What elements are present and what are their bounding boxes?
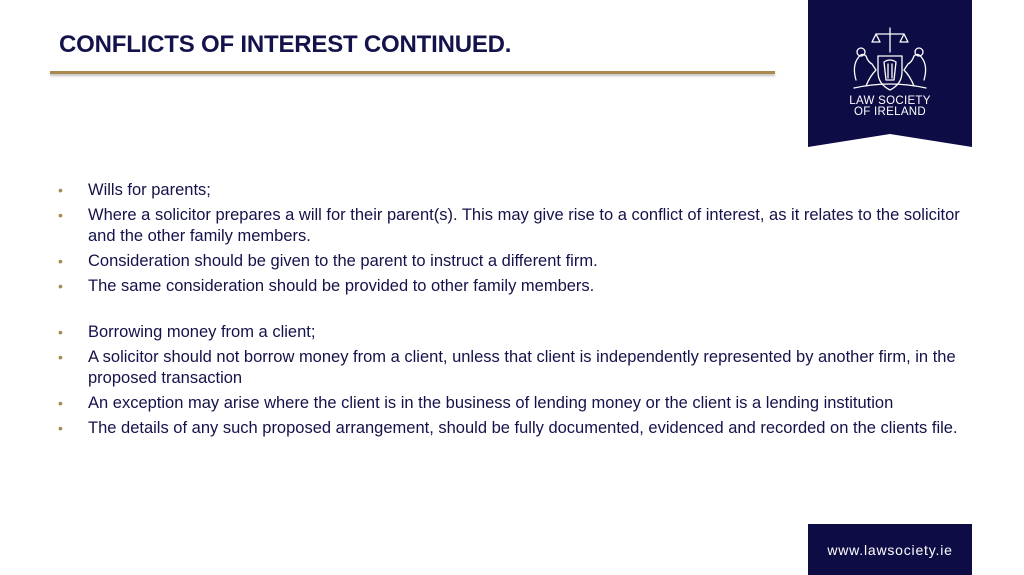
bullet-text: Wills for parents; <box>88 181 211 199</box>
bullet-group-spacer <box>58 301 968 322</box>
bullet-glyph: • <box>58 182 63 198</box>
logo-text-line2: OF IRELAND <box>853 106 926 118</box>
slide-title: CONFLICTS OF INTEREST CONTINUED. <box>59 31 512 58</box>
bullet-glyph: • <box>58 324 63 340</box>
bullet-text: The same consideration should be provided to other family members. <box>88 277 595 295</box>
bullet-glyph: • <box>58 420 63 436</box>
bullet-item <box>58 347 968 389</box>
title-divider <box>50 71 775 74</box>
website-footer-box <box>808 524 972 575</box>
crest-icon <box>808 0 972 147</box>
website-url[interactable]: www.lawsociety.ie <box>827 542 953 558</box>
bullet-text: Borrowing money from a client; <box>88 323 316 341</box>
bullet-glyph: • <box>58 207 63 223</box>
law-society-logo-badge <box>808 0 972 147</box>
logo-text-line1: LAW SOCIETY <box>849 95 931 107</box>
bullet-glyph: • <box>58 395 63 411</box>
bullet-item <box>58 322 968 343</box>
bullet-item <box>58 418 968 439</box>
bullet-item <box>58 393 968 414</box>
bullet-glyph: • <box>58 253 63 269</box>
bullet-item <box>58 180 968 201</box>
bullet-list <box>58 180 968 443</box>
bullet-text: An exception may arise where the client is in the business of lending money or the client is a lending institution <box>88 394 894 412</box>
bullet-glyph: • <box>58 349 63 365</box>
bullet-text: The details of any such proposed arrangement, should be fully documented, evidenced and recorded on the clients file. <box>88 419 958 437</box>
bullet-item <box>58 276 968 297</box>
bullet-item <box>58 205 968 247</box>
bullet-glyph: • <box>58 278 63 294</box>
bullet-item <box>58 251 968 272</box>
bullet-text: Where a solicitor prepares a will for their parent(s). This may give rise to a conflict of interest, as it relates to the solicitor and the other family members. <box>88 206 960 245</box>
bullet-text: Consideration should be given to the parent to instruct a different firm. <box>88 252 598 270</box>
bullet-text: A solicitor should not borrow money from a client, unless that client is independently represented by another firm, in the proposed transaction <box>88 348 956 387</box>
